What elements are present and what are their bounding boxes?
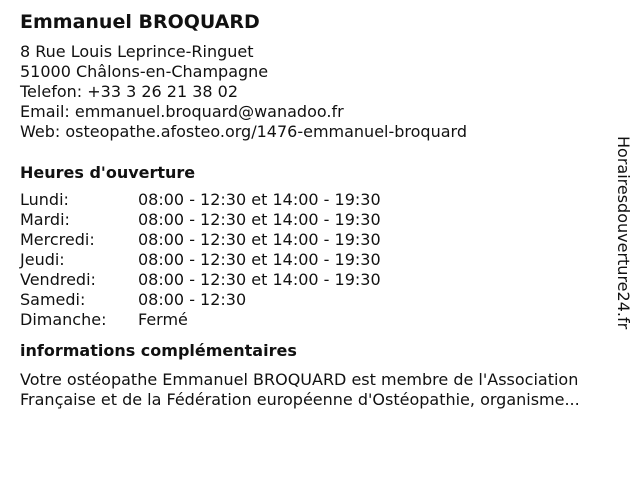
site-watermark: Horairesdouverture24.fr [614, 136, 633, 330]
hours-day: Dimanche: [20, 310, 107, 329]
hours-time: 08:00 - 12:30 [138, 290, 247, 309]
hours-row-mercredi [20, 230, 620, 250]
info-title: informations complémentaires [20, 341, 297, 360]
hours-time: 08:00 - 12:30 et 14:00 - 19:30 [138, 210, 381, 229]
hours-row-jeudi [20, 250, 620, 270]
hours-day: Mardi: [20, 210, 70, 229]
business-card [20, 10, 620, 410]
phone-line: Telefon: +33 3 26 21 38 02 [20, 82, 239, 101]
address-city: 51000 Châlons-en-Champagne [20, 62, 269, 81]
hours-day: Jeudi: [20, 250, 65, 269]
hours-time: 08:00 - 12:30 et 14:00 - 19:30 [138, 190, 381, 209]
info-line: Votre ostéopathe Emmanuel BROQUARD est membre de l'Association [20, 370, 579, 389]
hours-row-dimanche [20, 310, 620, 330]
hours-row-samedi [20, 290, 620, 310]
hours-day: Vendredi: [20, 270, 96, 289]
hours-time: 08:00 - 12:30 et 14:00 - 19:30 [138, 230, 381, 249]
hours-day: Mercredi: [20, 230, 95, 249]
hours-row-lundi [20, 190, 620, 210]
hours-row-mardi [20, 210, 620, 230]
email-line: Email: emmanuel.broquard@wanadoo.fr [20, 102, 344, 121]
hours-time: 08:00 - 12:30 et 14:00 - 19:30 [138, 250, 381, 269]
hours-title: Heures d'ouverture [20, 163, 196, 182]
address-street: 8 Rue Louis Leprince-Ringuet [20, 42, 254, 61]
hours-time: Fermé [138, 310, 188, 329]
hours-day: Samedi: [20, 290, 86, 309]
hours-row-vendredi [20, 270, 620, 290]
business-name: Emmanuel BROQUARD [20, 11, 260, 33]
contact-block [20, 42, 620, 142]
info-description [20, 370, 620, 410]
info-line: Française et de la Fédération européenne d'Ostéopathie, organisme... [20, 390, 580, 409]
hours-time: 08:00 - 12:30 et 14:00 - 19:30 [138, 270, 381, 289]
hours-day: Lundi: [20, 190, 69, 209]
web-line: Web: osteopathe.afosteo.org/1476-emmanuel-broquard [20, 122, 467, 141]
hours-table [20, 190, 620, 330]
